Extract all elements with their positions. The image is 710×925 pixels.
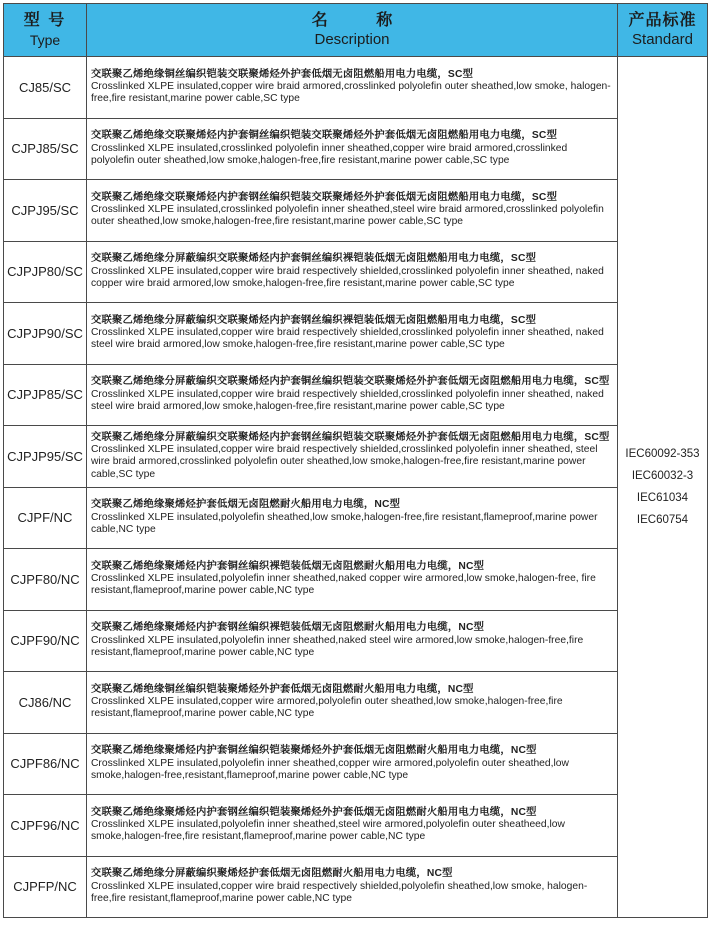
cable-type-cell: CJ86/NC bbox=[4, 672, 87, 734]
cable-type-cell: CJPJP85/SC bbox=[4, 364, 87, 426]
description-zh: 交联聚乙烯绝缘聚烯烃内护套铜丝编织铠装聚烯烃外护套低烟无卤阻燃耐火船用电力电缆，NC型 bbox=[91, 745, 537, 757]
table-row bbox=[4, 118, 708, 180]
description-en: Crosslinked XLPE insulated,polyolefin inner sheathed,naked steel wire armored,low smoke,halogen-free,fire resistant,flameproof,marine power cable,NC type bbox=[91, 634, 584, 658]
description-zh: 交联聚乙烯绝缘铜丝编织铠装交联聚烯烃外护套低烟无卤阻燃船用电力电缆，SC型 bbox=[91, 68, 474, 80]
header-description-en: Description bbox=[314, 31, 390, 48]
cable-description-cell bbox=[87, 610, 618, 672]
header-standard bbox=[618, 4, 708, 57]
description-en: Crosslinked XLPE insulated,polyolefin inner sheathed,copper wire armored,polyolefin outer sheathed,low smoke,halogen-free,resistant,flameproof,marine power cable,NC type bbox=[91, 757, 569, 781]
description-en: Crosslinked XLPE insulated,crosslinked polyolefin inner sheathed,steel wire braid armored,crosslinked polyolefin outer sheathed,low smoke,halogen-free,fire resistant,marine power cable,SC type bbox=[91, 204, 604, 228]
table-row bbox=[4, 672, 708, 734]
table-row bbox=[4, 487, 708, 549]
cable-description-cell bbox=[87, 303, 618, 365]
header-description-zh: 名 称 bbox=[311, 12, 415, 29]
standard-item: IEC61034 bbox=[636, 492, 689, 504]
table-row bbox=[4, 426, 708, 488]
table-row bbox=[4, 364, 708, 426]
description-en: Crosslinked XLPE insulated,copper wire braid respectively shielded,crosslinked polyolefin inner sheathed, naked copper wire braid armored,low smoke,halogen-free,fire resistant,marine power cable,SC type bbox=[91, 265, 604, 289]
cable-description-cell bbox=[87, 733, 618, 795]
cable-type-cell: CJPJ95/SC bbox=[4, 180, 87, 242]
description-en: Crosslinked XLPE insulated,copper wire braid respectively shielded,crosslinked polyolefin inner sheathed, naked steel wire braid armored,low smoke,halogen-free,fire resistant,marine power cable,SC type bbox=[91, 388, 604, 412]
header-description bbox=[87, 4, 618, 57]
table-row bbox=[4, 549, 708, 611]
description-zh: 交联聚乙烯绝缘分屏蔽编织交联聚烯烃内护套钢丝编织铠装交联聚烯烃外护套低烟无卤阻燃船用电力电缆，SC型 bbox=[91, 431, 610, 443]
cable-type-cell: CJPFP/NC bbox=[4, 856, 87, 918]
standard-item: IEC60032-3 bbox=[631, 470, 694, 482]
cable-description-cell bbox=[87, 364, 618, 426]
table-row bbox=[4, 57, 708, 119]
description-en: Crosslinked XLPE insulated,copper wire braid respectively shielded,crosslinked polyolefin inner sheathed, steel wire braid armored,crosslinked polyolefin outer sheathed,low smoke,halogen-free,fire resistant,marine power cable,SC type bbox=[91, 443, 598, 480]
description-zh: 交联聚乙烯绝缘交联聚烯烃内护套钢丝编织铠装交联聚烯烃外护套低烟无卤阻燃船用电力电缆，SC型 bbox=[91, 191, 558, 203]
cable-description-cell bbox=[87, 118, 618, 180]
cable-description-cell bbox=[87, 57, 618, 119]
cable-type-cell: CJPF/NC bbox=[4, 487, 87, 549]
description-zh: 交联聚乙烯绝缘聚烯烃内护套铜丝编织裸铠装低烟无卤阻燃耐火船用电力电缆，NC型 bbox=[91, 560, 485, 572]
standard-item: IEC60754 bbox=[636, 514, 689, 526]
description-zh: 交联聚乙烯绝缘聚烯烃护套低烟无卤阻燃耐火船用电力电缆，NC型 bbox=[91, 499, 401, 511]
header-type-zh: 型 号 bbox=[23, 12, 67, 29]
cable-spec-table bbox=[3, 3, 708, 918]
description-zh: 交联聚乙烯绝缘铜丝编织铠装聚烯烃外护套低烟无卤阻燃耐火船用电力电缆，NC型 bbox=[91, 683, 474, 695]
description-en: Crosslinked XLPE insulated,crosslinked polyolefin inner sheathed,copper wire braid armored,crosslinked polyolefin outer sheathed,low smoke,halogen-free,fire resistant,marine power cable,SC type bbox=[91, 142, 568, 166]
header-standard-zh: 产品标准 bbox=[628, 12, 697, 29]
cable-type-cell: CJPF90/NC bbox=[4, 610, 87, 672]
cable-type-cell: CJPF80/NC bbox=[4, 549, 87, 611]
table-row bbox=[4, 241, 708, 303]
table-row bbox=[4, 733, 708, 795]
description-zh: 交联聚乙烯绝缘分屏蔽编织交联聚烯烃内护套铜丝编织铠装交联聚烯烃外护套低烟无卤阻燃船用电力电缆，SC型 bbox=[91, 376, 610, 388]
cable-type-cell: CJPF96/NC bbox=[4, 795, 87, 857]
description-zh: 交联聚乙烯绝缘聚烯烃内护套钢丝编织裸铠装低烟无卤阻燃耐火船用电力电缆，NC型 bbox=[91, 622, 485, 634]
standard-cell bbox=[618, 57, 708, 918]
cable-description-cell bbox=[87, 549, 618, 611]
description-zh: 交联聚乙烯绝缘分屏蔽编织交联聚烯烃内护套铜丝编织裸铠装低烟无卤阻燃船用电力电缆，SC型 bbox=[91, 253, 537, 265]
cable-type-cell: CJPJ85/SC bbox=[4, 118, 87, 180]
description-en: Crosslinked XLPE insulated,copper wire braid respectively shielded,polyolefin sheathed,low smoke, halogen-free,fire resistant,flameproof,marine power cable,NC type bbox=[91, 880, 588, 904]
cable-description-cell bbox=[87, 795, 618, 857]
description-en: Crosslinked XLPE insulated,polyolefin inner sheathed,steel wire armored,polyolefin outer sheatheed,low smoke,halogen-free,fire resistant,flameproof,marine power cable,NC type bbox=[91, 819, 565, 843]
description-zh: 交联聚乙烯绝缘交联聚烯烃内护套铜丝编织铠装交联聚烯烃外护套低烟无卤阻燃船用电力电缆，SC型 bbox=[91, 130, 558, 142]
cable-description-cell bbox=[87, 426, 618, 488]
description-zh: 交联聚乙烯绝缘聚烯烃内护套钢丝编织铠装聚烯烃外护套低烟无卤阻燃耐火船用电力电缆，NC型 bbox=[91, 806, 537, 818]
description-en: Crosslinked XLPE insulated,copper wire armored,polyolefin outer sheathed,low smoke,halogen-free,fire resistant,flameproof,marine power cable,NC type bbox=[91, 696, 563, 720]
cable-type-cell: CJPJP80/SC bbox=[4, 241, 87, 303]
table-header bbox=[4, 4, 708, 57]
table-row bbox=[4, 856, 708, 918]
cable-description-cell bbox=[87, 180, 618, 242]
cable-description-cell bbox=[87, 487, 618, 549]
cable-description-cell bbox=[87, 856, 618, 918]
description-zh: 交联聚乙烯绝缘分屏蔽编织交联聚烯烃内护套钢丝编织裸铠装低烟无卤阻燃船用电力电缆，SC型 bbox=[91, 314, 537, 326]
cable-description-cell bbox=[87, 241, 618, 303]
table-row bbox=[4, 303, 708, 365]
cable-type-cell: CJPJP95/SC bbox=[4, 426, 87, 488]
cable-type-cell: CJPJP90/SC bbox=[4, 303, 87, 365]
cable-spec-table-container bbox=[3, 3, 707, 918]
header-type bbox=[4, 4, 87, 57]
table-row bbox=[4, 795, 708, 857]
description-en: Crosslinked XLPE insulated,polyolefin sheathed,low smoke,halogen-free,fire resistant,flameproof,marine power cable,NC type bbox=[91, 511, 598, 535]
table-body bbox=[4, 57, 708, 918]
description-zh: 交联聚乙烯绝缘分屏蔽编织聚烯烃护套低烟无卤阻燃耐火船用电力电缆，NC型 bbox=[91, 868, 453, 880]
description-en: Crosslinked XLPE insulated,copper wire braid armored,crosslinked polyolefin outer sheathed,low smoke, halogen-free,fire resistant,marine power cable,SC type bbox=[91, 81, 611, 105]
table-row bbox=[4, 180, 708, 242]
description-en: Crosslinked XLPE insulated,polyolefin inner sheathed,naked copper wire armored,low smoke,halogen-free, fire resistant,flameproof,marine power cable,NC type bbox=[91, 573, 596, 597]
cable-description-cell bbox=[87, 672, 618, 734]
header-type-en: Type bbox=[29, 32, 61, 48]
table-row bbox=[4, 610, 708, 672]
standard-item: IEC60092-353 bbox=[625, 448, 700, 460]
cable-type-cell: CJPF86/NC bbox=[4, 733, 87, 795]
description-en: Crosslinked XLPE insulated,copper wire braid respectively shielded,crosslinked polyolefin inner sheathed, naked steel wire braid armored,low smoke,halogen-free,fire resistant,marine power cable,SC type bbox=[91, 327, 604, 351]
cable-type-cell: CJ85/SC bbox=[4, 57, 87, 119]
header-standard-en: Standard bbox=[632, 31, 693, 48]
